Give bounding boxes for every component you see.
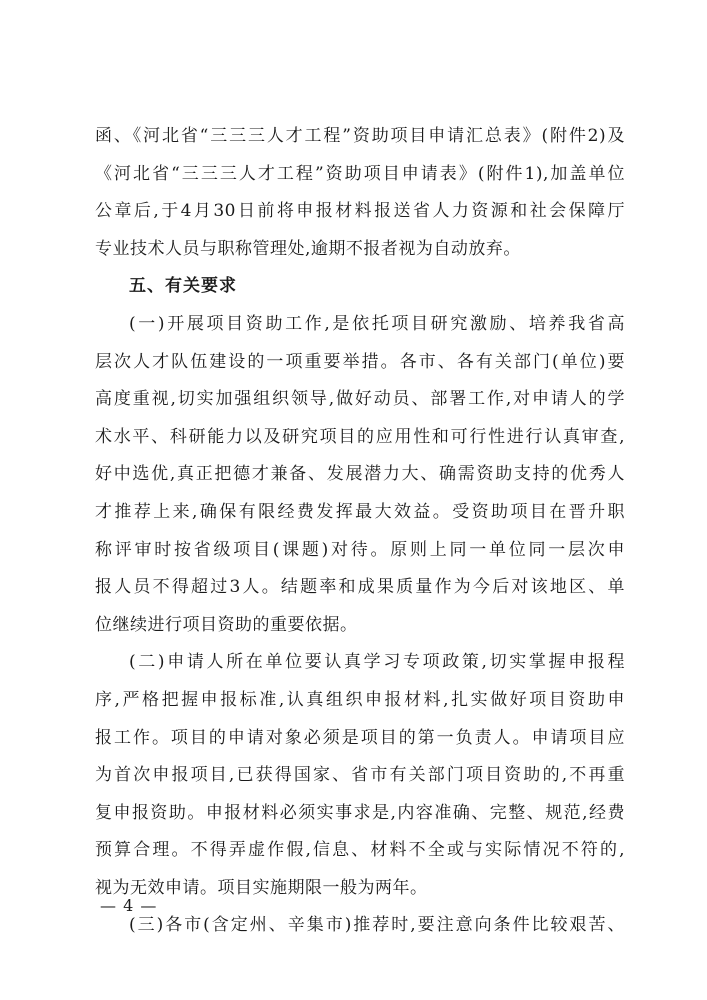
- text-line: 高度重视,切实加强组织领导,做好动员、部署工作,对申请人的学: [95, 389, 625, 410]
- text-line: 报人员不得超过3人。结题率和成果质量作为今后对该地区、单: [95, 577, 625, 598]
- text-line: (三)各市(含定州、辛集市)推荐时,要注意向条件比较艰苦、: [129, 915, 625, 936]
- text-line: 为首次申报项目,已获得国家、省市有关部门项目资助的,不再重: [95, 765, 625, 786]
- text-line: 序,严格把握申报标准,认真组织申报材料,扎实做好项目资助申: [95, 689, 625, 710]
- document-body: [95, 118, 625, 945]
- text-line: 《河北省“三三三人才工程”资助项目申请表》(附件1),加盖单位: [95, 163, 625, 184]
- text-line: 术水平、科研能力以及研究项目的应用性和可行性进行认真审查,: [95, 426, 625, 447]
- text-line: 复申报资助。申报材料必须实事求是,内容准确、完整、规范,经费: [95, 802, 625, 823]
- text-line: 报工作。项目的申请对象必须是项目的第一负责人。申请项目应: [95, 727, 625, 748]
- text-line: (一)开展项目资助工作,是依托项目研究激励、培养我省高: [129, 313, 625, 334]
- text-line: 好中选优,真正把德才兼备、发展潜力大、确需资助支持的优秀人: [95, 464, 625, 485]
- text-line: 才推荐上来,确保有限经费发挥最大效益。受资助项目在晋升职: [95, 501, 625, 522]
- text-line: 公章后,于4月30日前将申报材料报送省人力资源和社会保障厅: [95, 201, 625, 222]
- text-line: 位继续进行项目资助的重要依据。: [95, 614, 358, 635]
- text-line: 视为无效申请。项目实施期限一般为两年。: [95, 877, 428, 898]
- text-line: 层次人才队伍建设的一项重要举措。各市、各有关部门(单位)要: [95, 351, 625, 372]
- text-line: 预算合理。不得弄虚作假,信息、材料不全或与实际情况不符的,: [95, 840, 625, 861]
- page-number: — 4 —: [100, 896, 158, 915]
- text-line: 专业技术人员与职称管理处,逾期不报者视为自动放弃。: [95, 238, 521, 259]
- text-line: 称评审时按省级项目(课题)对待。原则上同一单位同一层次申: [95, 539, 625, 560]
- text-line: 函、《河北省“三三三人才工程”资助项目申请汇总表》(附件2)及: [95, 126, 625, 146]
- text-line: (二)申请人所在单位要认真学习专项政策,切实掌握申报程: [129, 652, 625, 673]
- section-heading: 五、有关要求: [129, 276, 237, 297]
